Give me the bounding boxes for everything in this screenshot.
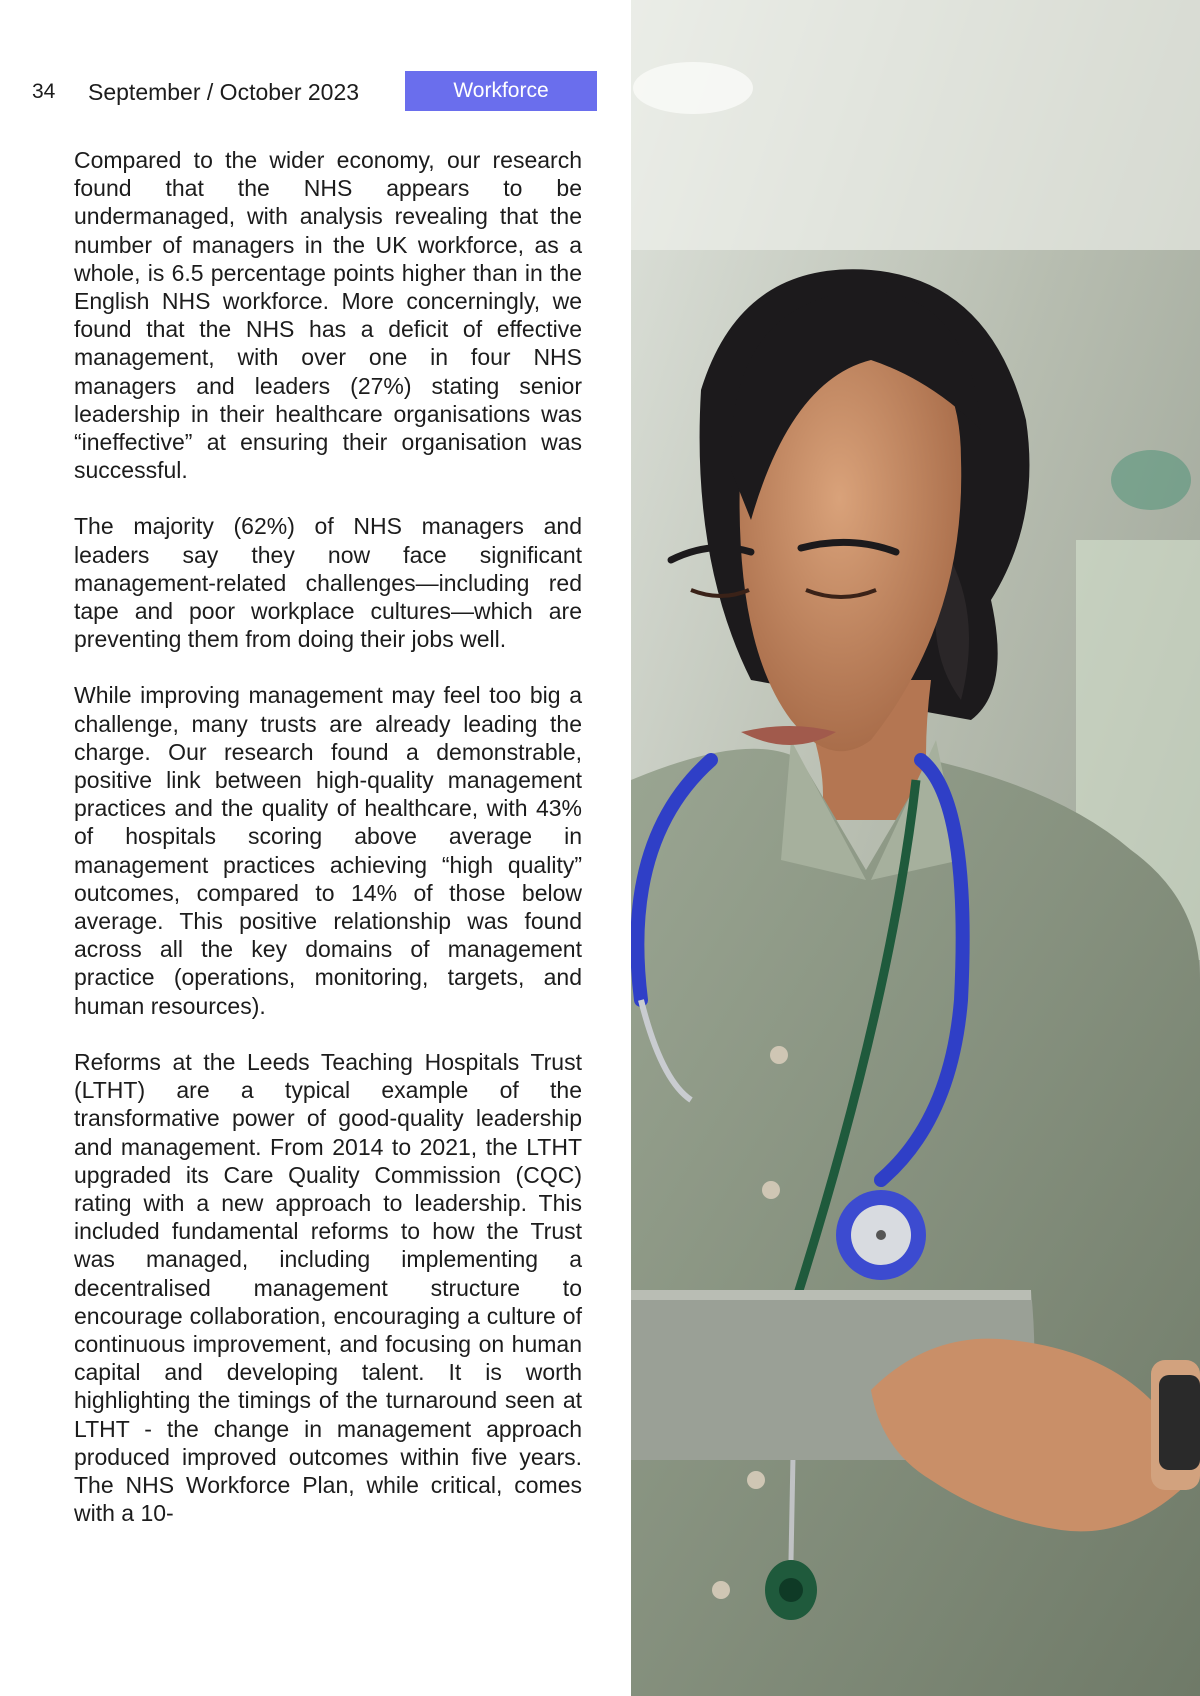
doctor-photo [631,0,1200,1696]
issue-date: September / October 2023 [88,79,360,105]
section-tag: Workforce [405,71,597,111]
article-paragraph: While improving management may feel too big a challenge, many trusts are already leading the charge. Our research found a demonstrable, positive link between high-quality management practices and the quality of healthcare, with 43% of hospitals scoring above average in management practices achieving “high quality” outcomes, compared to 14% of those below average. This positive relationship was found across all the key domains of management practice (operations, monitoring, targets, and human resources). [74,682,582,1019]
article-paragraph: The majority (62%) of NHS managers and leaders say they now face significant management-related challenges—including red tape and poor workplace cultures—which are preventing them from doing their jobs well. [74,513,582,653]
page-number: 34 [32,80,56,103]
article-body [74,146,582,1555]
article-paragraph: Reforms at the Leeds Teaching Hospitals Trust (LTHT) are a typical example of the transformative power of good-quality leadership and management. From 2014 to 2021, the LTHT upgraded its Care Quality Commission (CQC) rating with a new approach to leadership. This included fundamental reforms to how the Trust was managed, including implementing a decentralised management structure to encourage collaboration, encouraging a culture of continuous improvement, and focusing on human capital and developing talent. It is worth highlighting the timings of the turnaround seen at LTHT - the change in management approach produced improved outcomes within five years. The NHS Workforce Plan, while critical, comes with a 10- [74,1048,582,1527]
article-paragraph: Compared to the wider economy, our research found that the NHS appears to be undermanaged, with analysis revealing that the number of managers in the UK workforce, as a whole, is 6.5 percentage points higher than in the English NHS workforce. More concerningly, we found that the NHS has a deficit of effective management, with over one in four NHS managers and leaders (27%) stating senior leadership in their healthcare organisations was “ineffective” at ensuring their organisation was successful. [74,147,582,484]
